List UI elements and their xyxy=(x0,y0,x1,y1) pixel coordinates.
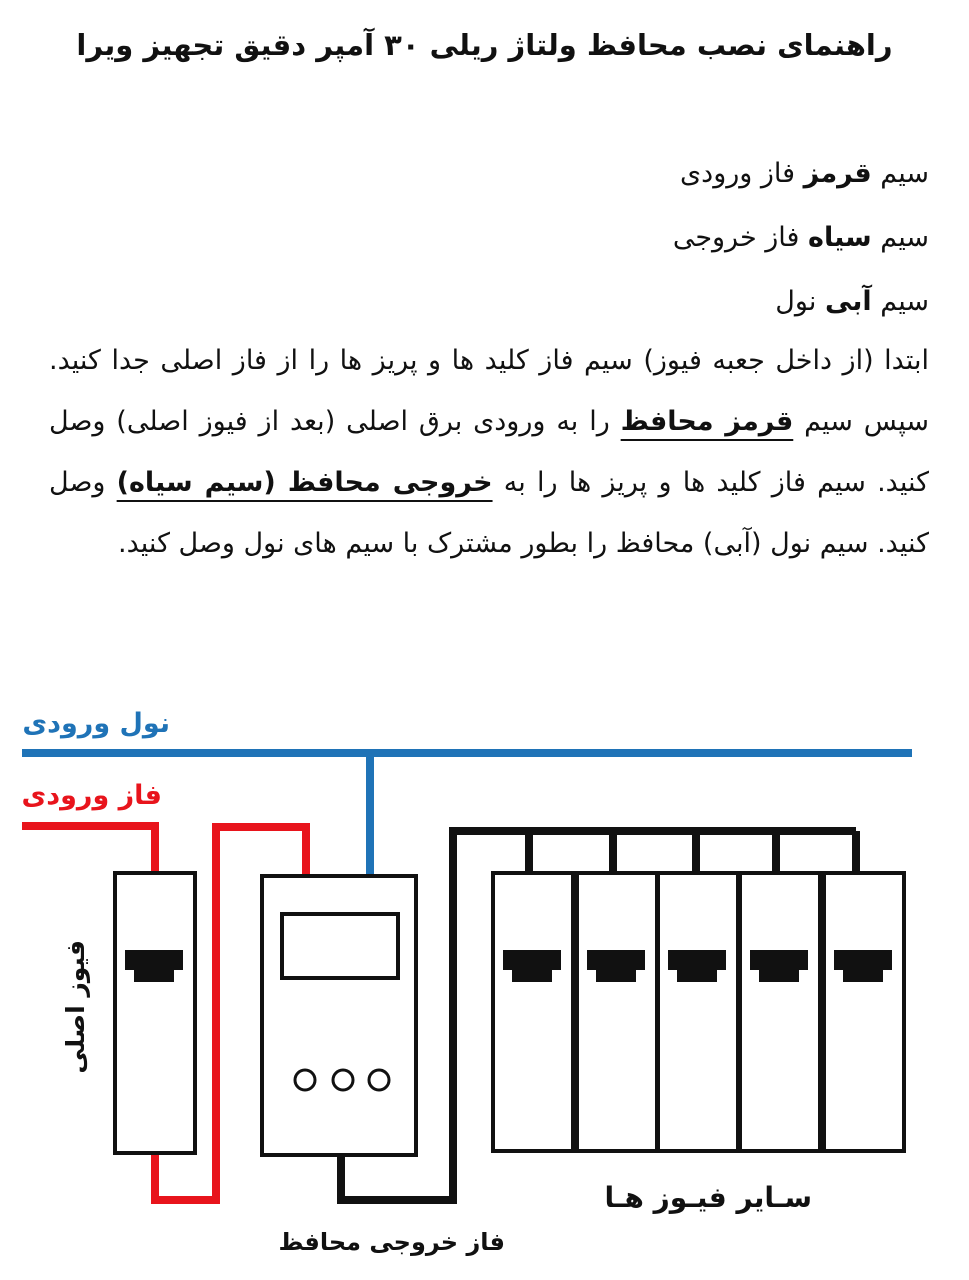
other-fuse xyxy=(740,873,820,1151)
neutral-in-label: نول ورودی xyxy=(22,708,170,739)
other-fuse xyxy=(577,873,657,1151)
page-title: راهنمای نصب محافظ ولتاژ ریلی ۳۰ آمپر دقیق تجهیز ویرا xyxy=(76,28,893,62)
voltage-protector xyxy=(262,876,416,1155)
legend-blue-wire: سیم آبی نول xyxy=(775,286,929,317)
main-fuse xyxy=(115,873,195,1153)
other-fuses-label: سـایر فیـوز هـا xyxy=(604,1181,812,1214)
emphasis-red-protector: قرمز محافظ xyxy=(620,406,794,437)
main-fuse-label: فیوز اصلی xyxy=(61,940,90,1074)
other-fuse xyxy=(493,873,573,1151)
phase-in-label: فاز ورودی xyxy=(21,780,162,811)
other-fuses xyxy=(493,873,904,1151)
other-fuse xyxy=(658,873,738,1151)
protector-display xyxy=(282,914,398,978)
emphasis-protector-output: خروجی محافظ (سیم سیاه) xyxy=(116,467,493,498)
legend-black-wire: سیم سیاه فاز خروجی xyxy=(672,222,929,253)
instructions-paragraph: ابتدا (از داخل جعبه فیوز) سیم فاز کلید ها و پریز ها را از فاز اصلی جدا کنید. سپس سیم قرمز محافظ را به ورودی برق اصلی (بعد از فیوز اصلی) وصل کنید. سیم فاز کلید ها و پریز ها را به خروجی محافظ (سیم سیاه) وصل کنید. سیم نول (آبی) محافظ را بطور مشترک با سیم های نول وصل کنید. xyxy=(49,345,930,559)
other-fuse xyxy=(824,873,904,1151)
protector-output-label: فاز خروجی محافظ xyxy=(278,1228,505,1256)
legend-red-wire: سیم قرمز فاز ورودی xyxy=(680,158,929,189)
